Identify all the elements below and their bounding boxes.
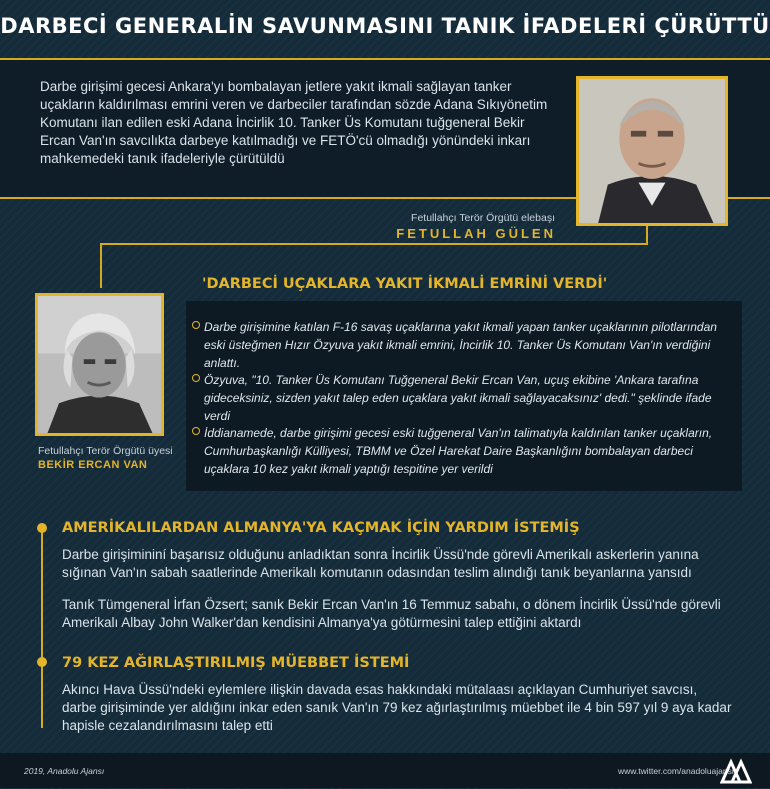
section2-title: 79 KEZ AĞIRLAŞTIRILMIŞ MÜEBBET İSTEMİ <box>62 655 410 671</box>
intro-text: Darbe girişimi gecesi Ankara'yı bombalayan jetlere yakıt ikmali sağlayan tanker uçakların kaldırılması emrini veren ve darbeciler tarafından sözde Adana Sıkıyönetim Komutanı ilan edilen eski Adana İncirlik 10. Tanker Üs Komutanı tuğgeneral Bekir Ercan Van'ın savcılıkta darbeye katılmadığı ve FETÖ'cü olmadığı yönündeki inkarı mahkemedeki tanık ifadeleriyle çürütüldü <box>40 79 548 166</box>
bullet-text: Darbe girişimine katılan F-16 savaş uçaklarına yakıt ikmali yapan tanker uçaklarının pilotlarından eski üsteğmen Hızır Özyuva yakıt ikmali emrini, İncirlik 10. Tanker Üs Komutanı Van'ın verdiğini anlattı. <box>204 320 717 370</box>
bullet-text: Özyuva, "10. Tanker Üs Komutanı Tuğgeneral Bekir Ercan Van, uçuş ekibine 'Ankara tarafına gideceksiniz, sizden yakıt talep eden uçaklara yakıt ikmali sağlayacaksınız' dedi." şeklinde ifade verdi <box>204 373 712 423</box>
timeline-line <box>41 528 43 728</box>
bullet-dot-icon <box>192 321 200 329</box>
quote-title: 'DARBECİ UÇAKLARA YAKIT İKMALİ EMRİNİ VERDİ' <box>202 276 608 292</box>
gulen-photo <box>576 76 728 226</box>
quote-bullet <box>192 318 732 372</box>
twitter-link[interactable]: www.twitter.com/anadoluajansi <box>618 766 734 776</box>
gulen-name: FETULLAH GÜLEN <box>396 226 556 241</box>
copyright-text: 2019, Anadolu Ajansı <box>24 766 105 776</box>
van-photo <box>35 293 164 436</box>
van-name: BEKİR ERCAN VAN <box>38 459 148 471</box>
quote-bullet <box>192 371 732 425</box>
page-title: DARBECİ GENERALİN SAVUNMASINI TANIK İFADELERİ ÇÜRÜTTÜ <box>0 14 770 38</box>
connector-line <box>100 243 648 245</box>
timeline-dot-icon <box>37 523 47 533</box>
bullet-dot-icon <box>192 427 200 435</box>
bullet-dot-icon <box>192 374 200 382</box>
connector-line <box>100 243 102 288</box>
van-caption: Fetullahçı Terör Örgütü üyesi <box>38 445 173 457</box>
quote-bullet <box>192 424 732 478</box>
section1-paragraph: Darbe girişimininí başarısız olduğunu anladıktan sonra İncirlik Üssü'nde görevli Amerikalı askerlerin yanına sığınan Van'ın sabah saatlerinde Amerikalı komutanın odasından teslim alındığı tanık beyanlarına yansıdı <box>62 547 699 580</box>
anadolu-logo-icon <box>720 758 752 784</box>
section2-paragraph: Akıncı Hava Üssü'ndeki eylemlere ilişkin davada esas hakkındaki mütalaası açıklayan Cumhuriyet savcısı, darbe girişiminde yer aldığını inkar eden sanık Van'ın 79 kez ağırlaştırılmış müebbet ile 4 bin 597 yıl 9 aya kadar hapisle cezalandırılmasını talep etti <box>62 682 732 733</box>
bullet-text: İddianamede, darbe girişimi gecesi eski tuğgeneral Van'ın talimatıyla kaldırılan tanker uçakların, Cumhurbaşkanlığı Külliyesi, TBMM ve Özel Harekat Daire Başkanlığını bombalayan darbeci uçaklara 10 kez yakıt ikmali yaptığı tespitine yer verildi <box>204 426 713 476</box>
section1-title: AMERİKALILARDAN ALMANYA'YA KAÇMAK İÇİN YARDIM İSTEMİŞ <box>62 520 580 536</box>
gulen-caption: Fetullahçı Terör Örgütü elebaşı <box>411 212 555 224</box>
section1-paragraph: Tanık Tümgeneral İrfan Özsert; sanık Bekir Ercan Van'ın 16 Temmuz sabahı, o dönem İncirlik Üssü'nde görevli Amerikalı Albay John Walker'dan kendisini Almanya'ya götürmesini talep ettiğini aktardı <box>62 597 721 630</box>
timeline-dot-icon <box>37 657 47 667</box>
